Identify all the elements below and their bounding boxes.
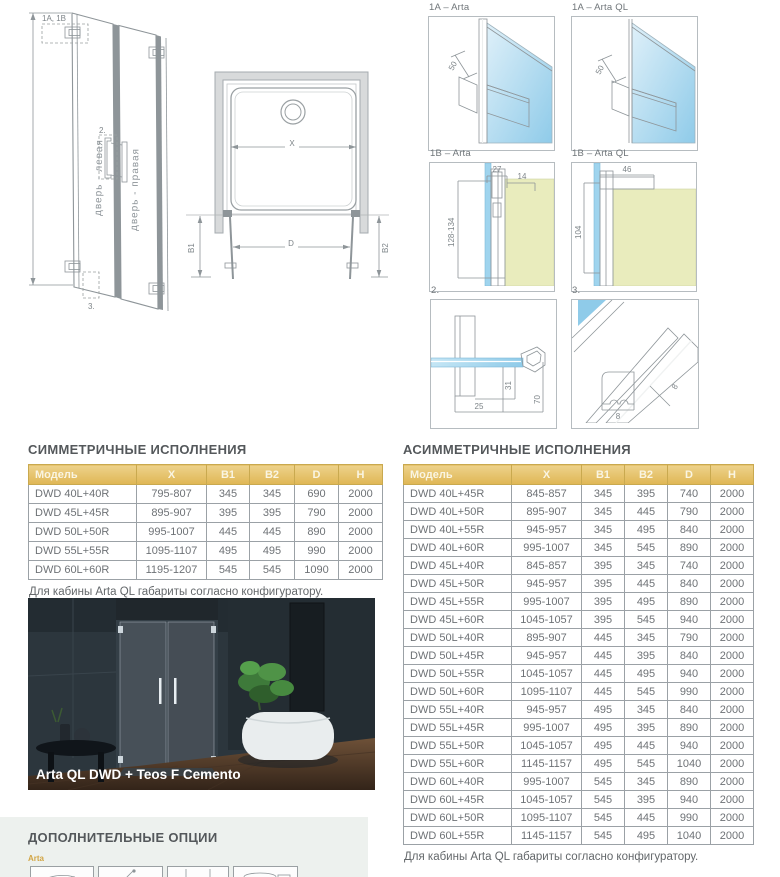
callout-1ab-label: 1A, 1B <box>42 14 67 23</box>
table-row <box>404 629 754 647</box>
dim-cell: 740 <box>668 485 711 503</box>
dim-cell: 445 <box>625 809 668 827</box>
table-row <box>404 737 754 755</box>
dim-8b-label: 8 <box>669 382 680 391</box>
dim-cell: 890 <box>668 719 711 737</box>
detail-title: 1A – Arta QL <box>572 2 629 13</box>
header-row <box>404 465 754 485</box>
header-row <box>29 465 383 485</box>
detail-title: 3. <box>572 285 581 296</box>
dim-cell: 1045-1057 <box>512 737 582 755</box>
dim-cell: 2000 <box>711 683 754 701</box>
column-header: B2 <box>250 465 295 485</box>
table-row <box>29 504 383 523</box>
table-row <box>404 827 754 845</box>
dim-cell: 790 <box>668 629 711 647</box>
dim-cell: 2000 <box>339 504 383 523</box>
door-left-label: дверь - левая <box>93 139 106 217</box>
dim-cell: 445 <box>582 647 625 665</box>
dim-cell: 1045-1057 <box>512 611 582 629</box>
dim-cell: 445 <box>582 665 625 683</box>
dim-cell: 345 <box>625 557 668 575</box>
dim-cell: 2000 <box>711 611 754 629</box>
dim-cell: 345 <box>582 539 625 557</box>
top-view-diagram <box>183 50 393 300</box>
model-cell: DWD 45L+45R <box>29 504 137 523</box>
model-cell: DWD 60L+50R <box>404 809 512 827</box>
model-cell: DWD 40L+50R <box>404 503 512 521</box>
dim-cell: 890 <box>668 593 711 611</box>
dim-cell: 545 <box>625 683 668 701</box>
hook-option-icon <box>99 867 162 877</box>
dim-cell: 790 <box>668 503 711 521</box>
model-cell: DWD 55L+60R <box>404 755 512 773</box>
dim-d-label: D <box>288 239 294 248</box>
dim-cell: 995-1007 <box>512 773 582 791</box>
model-cell: DWD 40L+45R <box>404 485 512 503</box>
dim-cell: 840 <box>668 521 711 539</box>
model-cell: DWD 55L+45R <box>404 719 512 737</box>
dim-cell: 445 <box>625 737 668 755</box>
asymmetric-title: АСИММЕТРИЧНЫЕ ИСПОЛНЕНИЯ <box>403 442 631 457</box>
dim-cell: 890 <box>668 539 711 557</box>
dim-cell: 545 <box>582 773 625 791</box>
dim-cell: 545 <box>625 755 668 773</box>
dim-cell: 345 <box>250 485 295 504</box>
dim-cell: 2000 <box>711 809 754 827</box>
model-cell: DWD 45L+50R <box>404 575 512 593</box>
dim-cell: 1095-1107 <box>137 542 207 561</box>
dim-cell: 1095-1107 <box>512 683 582 701</box>
model-cell: DWD 50L+45R <box>404 647 512 665</box>
column-header: Модель <box>29 465 137 485</box>
dim-cell: 895-907 <box>137 504 207 523</box>
dim-cell: 395 <box>625 719 668 737</box>
dim-cell: 2000 <box>711 503 754 521</box>
dim-cell: 495 <box>625 593 668 611</box>
column-header: H <box>711 465 754 485</box>
table-row <box>404 575 754 593</box>
dim-cell: 545 <box>582 791 625 809</box>
dim-cell: 345 <box>582 503 625 521</box>
detail-title: 1B – Arta QL <box>572 148 629 159</box>
dim-cell: 2000 <box>339 561 383 580</box>
bathtub <box>238 712 338 768</box>
dim-cell: 1145-1157 <box>512 755 582 773</box>
dim-cell: 990 <box>668 809 711 827</box>
table-row <box>29 485 383 504</box>
dim-cell: 395 <box>582 593 625 611</box>
detail-1b-arta <box>429 148 555 292</box>
model-cell: DWD 55L+40R <box>404 701 512 719</box>
dim-cell: 2000 <box>711 485 754 503</box>
model-cell: DWD 60L+45R <box>404 791 512 809</box>
dim-cell: 345 <box>207 485 250 504</box>
dim-cell: 1090 <box>295 561 339 580</box>
dim-cell: 495 <box>582 701 625 719</box>
hinge-bottom-left <box>65 261 80 272</box>
options-series-label: Arta <box>28 854 45 863</box>
window <box>290 603 324 711</box>
table-row <box>29 523 383 542</box>
column-header: X <box>512 465 582 485</box>
dim-cell: 495 <box>207 542 250 561</box>
table-row <box>404 557 754 575</box>
dim-cell: 2000 <box>711 647 754 665</box>
symmetric-table <box>28 464 383 580</box>
dim-cell: 2000 <box>711 755 754 773</box>
detail-2-handle <box>430 285 557 429</box>
dim-cell: 1045-1057 <box>512 791 582 809</box>
dim-46-label: 46 <box>622 165 632 174</box>
dim-cell: 1195-1207 <box>137 561 207 580</box>
model-cell: DWD 45L+55R <box>404 593 512 611</box>
dim-cell: 945-957 <box>512 701 582 719</box>
dim-cell: 445 <box>582 683 625 701</box>
dim-b1-label: B1 <box>187 243 196 253</box>
table-row <box>404 593 754 611</box>
dim-cell: 395 <box>582 575 625 593</box>
dim-cell: 495 <box>625 521 668 539</box>
dim-70-label: 70 <box>533 395 542 404</box>
dim-cell: 545 <box>207 561 250 580</box>
dim-cell: 2000 <box>711 701 754 719</box>
model-cell: DWD 60L+55R <box>404 827 512 845</box>
dim-128-134-label: 128-134 <box>447 217 456 247</box>
dim-cell: 345 <box>582 485 625 503</box>
dim-cell: 2000 <box>339 542 383 561</box>
dim-cell: 395 <box>625 485 668 503</box>
detail-1a-arta-ql <box>571 2 698 151</box>
column-header: X <box>137 465 207 485</box>
door-perspective-diagram <box>25 3 200 338</box>
callout-2-label: 2. <box>99 126 106 135</box>
model-cell: DWD 60L+60R <box>29 561 137 580</box>
dim-cell: 840 <box>668 701 711 719</box>
model-cell: DWD 40L+60R <box>404 539 512 557</box>
model-cell: DWD 45L+40R <box>404 557 512 575</box>
dim-cell: 2000 <box>711 539 754 557</box>
table-row <box>404 755 754 773</box>
dim-cell: 1145-1157 <box>512 827 582 845</box>
dim-cell: 545 <box>625 611 668 629</box>
dim-14-label: 14 <box>517 172 527 181</box>
model-cell: DWD 50L+60R <box>404 683 512 701</box>
dim-cell: 2000 <box>711 575 754 593</box>
dim-cell: 2000 <box>339 485 383 504</box>
dim-cell: 945-957 <box>512 647 582 665</box>
symmetric-title: СИММЕТРИЧНЫЕ ИСПОЛНЕНИЯ <box>28 442 247 457</box>
dim-cell: 945-957 <box>512 521 582 539</box>
model-cell: DWD 50L+50R <box>29 523 137 542</box>
dim-cell: 1040 <box>668 827 711 845</box>
column-header: D <box>295 465 339 485</box>
dim-cell: 995-1007 <box>137 523 207 542</box>
column-header: B1 <box>207 465 250 485</box>
dim-cell: 2000 <box>711 593 754 611</box>
dim-cell: 495 <box>582 719 625 737</box>
dim-cell: 445 <box>582 629 625 647</box>
dim-cell: 445 <box>250 523 295 542</box>
column-header: H <box>339 465 383 485</box>
model-cell: DWD 55L+55R <box>29 542 137 561</box>
options-title: ДОПОЛНИТЕЛЬНЫЕ ОПЦИИ <box>28 830 218 845</box>
dim-31-label: 31 <box>504 381 513 390</box>
dim-cell: 2000 <box>711 719 754 737</box>
product-photo <box>28 598 375 790</box>
dim-cell: 2000 <box>711 557 754 575</box>
table-row <box>404 665 754 683</box>
dim-cell: 545 <box>625 539 668 557</box>
dim-cell: 940 <box>668 611 711 629</box>
option-box <box>30 866 94 877</box>
dim-cell: 495 <box>582 737 625 755</box>
dim-cell: 690 <box>295 485 339 504</box>
dim-cell: 795-807 <box>137 485 207 504</box>
table-row <box>404 683 754 701</box>
detail-1b-arta-ql <box>571 148 697 292</box>
handle-option-icon <box>31 867 93 877</box>
option-box <box>167 866 229 877</box>
detail-title: 2. <box>431 285 440 296</box>
dim-cell: 2000 <box>711 827 754 845</box>
dim-cell: 345 <box>625 773 668 791</box>
dim-cell: 345 <box>582 521 625 539</box>
dim-cell: 395 <box>625 647 668 665</box>
dim-cell: 945-957 <box>512 575 582 593</box>
options-panel <box>0 817 368 877</box>
column-header: D <box>668 465 711 485</box>
dim-cell: 1095-1107 <box>512 809 582 827</box>
model-cell: DWD 55L+50R <box>404 737 512 755</box>
door-right-label: дверь - правая <box>129 147 142 232</box>
dim-cell: 545 <box>582 827 625 845</box>
dim-cell: 2000 <box>711 629 754 647</box>
table-row <box>404 647 754 665</box>
table-row <box>404 791 754 809</box>
dim-cell: 1040 <box>668 755 711 773</box>
detail-title: 1A – Arta <box>429 2 470 13</box>
dim-cell: 995-1007 <box>512 719 582 737</box>
callout-3-label: 3. <box>88 302 95 311</box>
shelf-option-icon <box>234 867 297 877</box>
column-header: B2 <box>625 465 668 485</box>
dim-50-label: 50 <box>593 63 606 76</box>
symmetric-footnote: Для кабины Arta QL габариты согласно конфигуратору. <box>29 586 324 598</box>
table-row <box>404 539 754 557</box>
handle-knob-icon <box>521 347 545 372</box>
dim-cell: 395 <box>207 504 250 523</box>
dim-cell: 790 <box>295 504 339 523</box>
dim-cell: 940 <box>668 665 711 683</box>
model-cell: DWD 40L+55R <box>404 521 512 539</box>
dim-cell: 445 <box>207 523 250 542</box>
table-row <box>404 503 754 521</box>
dim-8a-label: 8 <box>615 412 621 421</box>
dim-b2-label: B2 <box>381 243 390 253</box>
dim-cell: 545 <box>582 809 625 827</box>
dim-27-label: 27 <box>492 165 502 174</box>
dim-cell: 840 <box>668 575 711 593</box>
dim-50-label: 50 <box>446 59 459 72</box>
stabilizer-option-icon <box>168 867 228 877</box>
table-row <box>404 521 754 539</box>
dim-cell: 740 <box>668 557 711 575</box>
asymmetric-table <box>403 464 754 845</box>
table-row <box>404 719 754 737</box>
dim-cell: 345 <box>625 701 668 719</box>
dim-cell: 995-1007 <box>512 593 582 611</box>
dim-cell: 395 <box>250 504 295 523</box>
dim-cell: 395 <box>582 611 625 629</box>
model-cell: DWD 45L+60R <box>404 611 512 629</box>
dim-cell: 840 <box>668 647 711 665</box>
dim-cell: 2000 <box>711 773 754 791</box>
model-cell: DWD 40L+40R <box>29 485 137 504</box>
symmetric-section <box>28 442 384 598</box>
dim-cell: 990 <box>295 542 339 561</box>
model-cell: DWD 60L+40R <box>404 773 512 791</box>
detail-title: 1B – Arta <box>430 148 471 159</box>
dim-cell: 940 <box>668 737 711 755</box>
dim-cell: 990 <box>668 683 711 701</box>
dim-x-label: X <box>289 139 295 148</box>
photo-caption: Arta QL DWD + Teos F Cemento <box>36 767 241 782</box>
table-row <box>404 485 754 503</box>
dim-cell: 940 <box>668 791 711 809</box>
dim-cell: 895-907 <box>512 503 582 521</box>
dim-cell: 2000 <box>711 791 754 809</box>
dim-cell: 895-907 <box>512 629 582 647</box>
detail-3-seal <box>571 285 699 429</box>
dim-cell: 395 <box>582 557 625 575</box>
option-box <box>233 866 298 877</box>
table-row <box>404 773 754 791</box>
dim-104-label: 104 <box>574 225 583 239</box>
dim-cell: 845-857 <box>512 557 582 575</box>
dim-cell: 495 <box>250 542 295 561</box>
dim-cell: 495 <box>582 755 625 773</box>
dim-cell: 345 <box>625 629 668 647</box>
table-row <box>29 561 383 580</box>
dim-cell: 2000 <box>711 521 754 539</box>
dim-cell: 2000 <box>711 737 754 755</box>
dim-25-label: 25 <box>474 402 484 411</box>
option-box <box>98 866 163 877</box>
table-row <box>404 701 754 719</box>
dim-cell: 995-1007 <box>512 539 582 557</box>
dim-cell: 1045-1057 <box>512 665 582 683</box>
dim-cell: 495 <box>625 665 668 683</box>
shower-doors <box>116 598 218 770</box>
column-header: B1 <box>582 465 625 485</box>
dim-cell: 2000 <box>711 665 754 683</box>
column-header: Модель <box>404 465 512 485</box>
dim-cell: 545 <box>250 561 295 580</box>
dim-cell: 395 <box>625 791 668 809</box>
asymmetric-section <box>403 442 755 863</box>
model-cell: DWD 50L+40R <box>404 629 512 647</box>
table-row <box>404 611 754 629</box>
table-row <box>404 809 754 827</box>
asymmetric-footnote: Для кабины Arta QL габариты согласно конфигуратору. <box>404 851 699 863</box>
dim-cell: 890 <box>668 773 711 791</box>
table-row <box>29 542 383 561</box>
dim-cell: 445 <box>625 503 668 521</box>
dim-cell: 2000 <box>339 523 383 542</box>
dim-cell: 495 <box>625 827 668 845</box>
dim-cell: 845-857 <box>512 485 582 503</box>
dim-cell: 445 <box>625 575 668 593</box>
detail-1a-arta <box>428 2 555 151</box>
dim-cell: 890 <box>295 523 339 542</box>
model-cell: DWD 50L+55R <box>404 665 512 683</box>
